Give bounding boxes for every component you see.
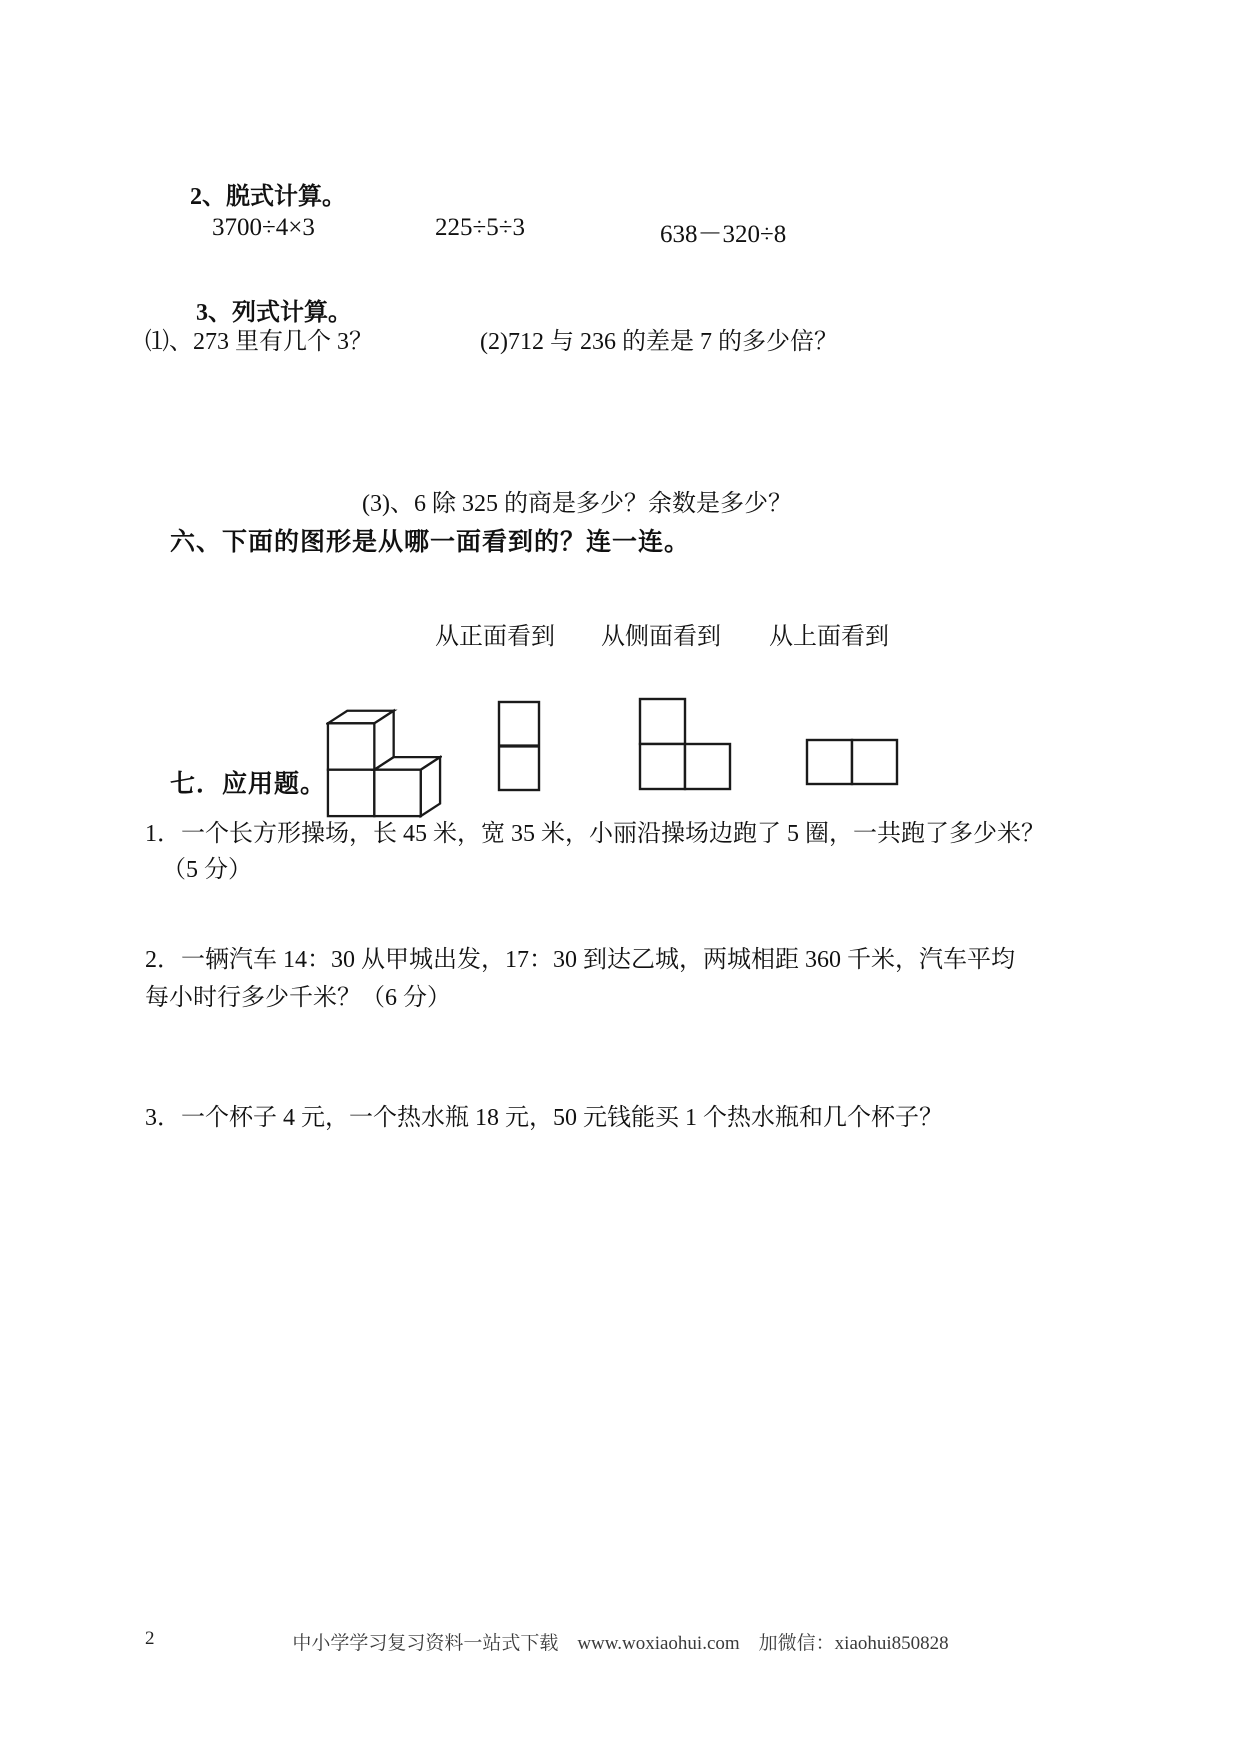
section3-q2: (2)712 与 236 的差是 7 的多少倍？ [480, 329, 838, 355]
l-tromino-svg [638, 697, 732, 791]
section3-q3: (3)、6 除 325 的商是多少？余数是多少？ [362, 491, 792, 517]
section6-title: 六、下面的图形是从哪一面看到的？连一连。 [170, 528, 691, 556]
expression-2: 225÷5÷3 [435, 214, 525, 241]
horizontal-domino-svg [805, 738, 899, 787]
problem1-line2: （5 分） [162, 857, 252, 883]
shape-horizontal-domino [805, 738, 899, 792]
problem2-line2: 每小时行多少千米？（6 分） [145, 985, 451, 1011]
horizontal-domino-right-square [852, 740, 897, 784]
expression-3: 638－320÷8 [660, 221, 787, 248]
cube-front-face-upper [328, 723, 374, 769]
page-number: 2 [145, 1628, 155, 1649]
view-label-front: 从正面看到 [435, 624, 555, 650]
l-tromino-bottom-right-square [685, 744, 730, 789]
cube-figure-svg [326, 696, 442, 827]
section7-title: 七．应用题。 [170, 770, 327, 798]
cube-figure-3d [326, 696, 442, 832]
vertical-domino-svg [497, 700, 541, 792]
horizontal-domino-left-square [807, 740, 852, 784]
view-label-side: 从侧面看到 [601, 624, 721, 650]
section3-title: 3、列式计算。 [196, 300, 352, 326]
l-tromino-bottom-left-square [640, 744, 685, 789]
cube-front-face-lower-left [328, 770, 374, 816]
problem1-line1: 1．一个长方形操场，长 45 米，宽 35 米，小丽沿操场边跑了 5 圈，一共跑了多少米？ [145, 821, 1045, 847]
problem2-line1: 2．一辆汽车 14：30 从甲城出发，17：30 到达乙城，两城相距 360 千米，汽车平均 [145, 947, 1015, 973]
view-label-top: 从上面看到 [769, 624, 889, 650]
problem3: 3．一个杯子 4 元，一个热水瓶 18 元，50 元钱能买 1 个热水瓶和几个杯子？ [145, 1105, 943, 1131]
section2-title: 2、脱式计算。 [190, 184, 346, 210]
shape-l-tromino [638, 697, 732, 796]
footer-text: 中小学学习复习资料一站式下载 www.woxiaohui.com 加微信：xiaohui850828 [292, 1633, 949, 1654]
expression-1: 3700÷4×3 [212, 214, 315, 241]
shape-vertical-domino [497, 700, 541, 797]
section3-q1: ⑴、273 里有几个 3？ [145, 329, 373, 355]
l-tromino-top-square [640, 699, 685, 744]
cube-front-face-lower-right [374, 770, 420, 816]
